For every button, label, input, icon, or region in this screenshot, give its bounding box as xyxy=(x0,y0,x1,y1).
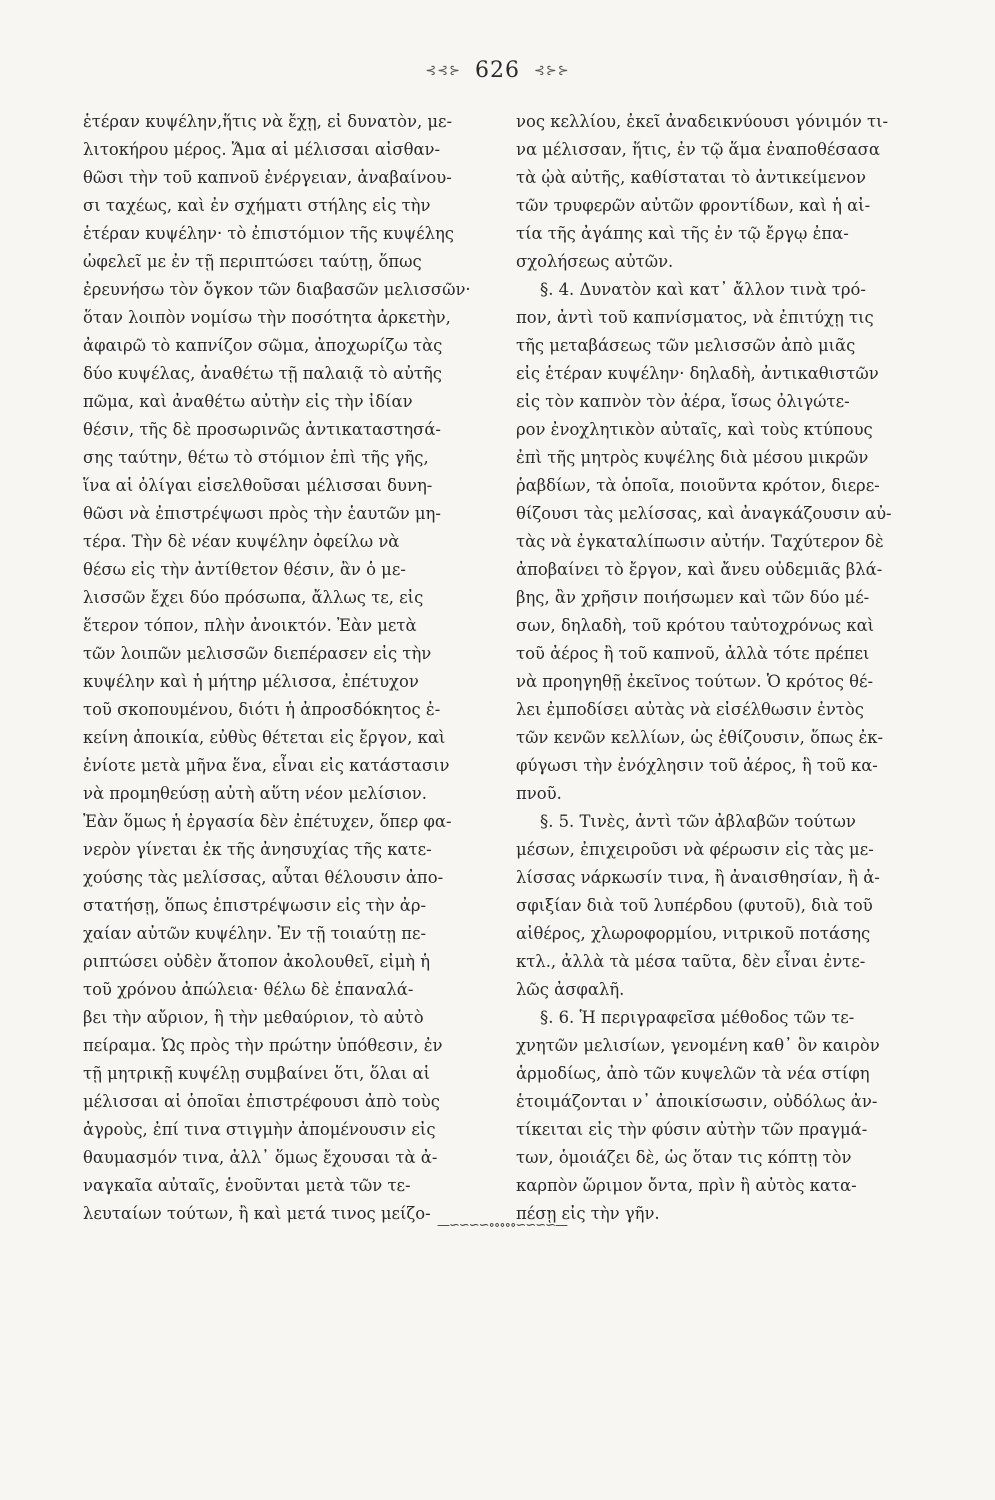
text-line: χούσης τὰς μελίσσας, αὗται θέλουσιν ἀπο- xyxy=(83,868,444,887)
text-line: θέσιν, τῆς δὲ προσωρινῶς ἀντικαταστησά- xyxy=(83,420,441,439)
text-line: ριπτώσει οὐδὲν ἄτοπον ἀκολουθεῖ, εἰμὴ ἡ xyxy=(83,952,431,971)
text-line: στατήσῃ, ὅπως ἐπιστρέψωσιν εἰς τὴν ἀρ- xyxy=(83,896,427,915)
text-line: ἁρμοδίως, ἀπὸ τῶν κυψελῶν τὰ νέα στίφη xyxy=(516,1064,870,1083)
text-line: τὰς νὰ ἐγκαταλίπωσιν αὐτήν. Ταχύτερον δὲ xyxy=(516,532,884,551)
text-line: ὅταν λοιπὸν νομίσω τὴν ποσότητα ἀρκετὴν, xyxy=(83,308,451,327)
text-line: ἐρευνήσω τὸν ὄγκον τῶν διαβασῶν μελισσῶν· xyxy=(83,280,471,299)
text-line: τοῦ χρόνου ἀπώλεια· θέλω δὲ ἐπαναλά- xyxy=(83,980,414,999)
text-line: χνητῶν μελισίων, γενομένη καθ᾽ ὃν καιρὸν xyxy=(516,1036,880,1055)
text-line: λευταίων τούτων, ἢ καὶ μετά τινος μείζο- xyxy=(83,1204,431,1223)
text-line: τῶν λοιπῶν μελισσῶν διεπέρασεν εἰς τὴν xyxy=(83,644,432,663)
text-line: θέσω εἰς τὴν ἀντίθετον θέσιν, ἂν ὁ με- xyxy=(83,560,406,579)
text-line: τῆς μεταβάσεως τῶν μελισσῶν ἀπὸ μιᾶς xyxy=(516,336,856,355)
text-line: ὠφελεῖ με ἐν τῇ περιπτώσει ταύτῃ, ὅπως xyxy=(83,252,422,271)
text-line: ῥαβδίων, τὰ ὁποῖα, ποιοῦντα κρότον, διερε- xyxy=(516,476,880,495)
text-line: νὰ προηγηθῇ ἐκεῖνος τούτων. Ὁ κρότος θέ- xyxy=(516,672,874,691)
text-line: τοῦ σκοπουμένου, διότι ἡ ἀπροσδόκητος ἐ- xyxy=(83,700,441,719)
text-line: κείνη ἀποικία, εὐθὺς θέτεται εἰς ἔργον, καὶ xyxy=(83,728,446,747)
text-line: σης ταύτην, θέτω τὸ στόμιον ἐπὶ τῆς γῆς, xyxy=(83,448,429,467)
text-line: ἀγροὺς, ἐπί τινα στιγμὴν ἀπομένουσιν εἰς xyxy=(83,1120,436,1139)
text-line: σχολήσεως αὐτῶν. xyxy=(516,252,674,271)
text-line: αἰθέρος, χλωροφορμίου, νιτρικοῦ ποτάσης xyxy=(516,924,871,943)
text-line: ναγκαῖα αὐταῖς, ἑνοῦνται μετὰ τῶν τε- xyxy=(83,1176,411,1195)
text-line: πον, ἀντὶ τοῦ καπνίσματος, νὰ ἐπιτύχῃ τις xyxy=(516,308,874,327)
text-line: νερὸν γίνεται ἐκ τῆς ἀνησυχίας τῆς κατε- xyxy=(83,840,432,859)
text-line: θῶσι νὰ ἐπιστρέψωσι πρὸς τὴν ἑαυτῶν μη- xyxy=(83,504,441,523)
right-column xyxy=(516,108,926,1228)
text-line: να μέλισσαν, ἥτις, ἐν τῷ ἅμα ἐναποθέσασα xyxy=(516,140,880,159)
text-line: μέλισσαι αἱ ὁποῖαι ἐπιστρέφουσι ἀπὸ τοὺς xyxy=(83,1092,440,1111)
text-line: §. 4. Δυνατὸν καὶ κατ᾽ ἄλλον τινὰ τρό- xyxy=(540,280,866,299)
text-line: πέσῃ εἰς τὴν γῆν. xyxy=(516,1204,660,1223)
text-line: ἑτέραν κυψέλην,ἥτις νὰ ἔχῃ, εἰ δυνατὸν, με- xyxy=(83,112,453,131)
text-line: ἀφαιρῶ τὸ καπνίζον σῶμα, ἀποχωρίζω τὰς xyxy=(83,336,443,355)
text-line: καρπὸν ὥριμον ὄντα, πρὶν ἢ αὐτὸς κατα- xyxy=(516,1176,857,1195)
text-line: χαίαν αὐτῶν κυψέλην. Ἐν τῇ τοιαύτῃ πε- xyxy=(83,924,427,943)
text-line: νος κελλίου, ἐκεῖ ἀναδεικνύουσι γόνιμόν τι- xyxy=(516,112,889,131)
text-line: λει ἐμποδίσει αὐτὰς νὰ εἰσέλθωσιν ἐντὸς xyxy=(516,700,864,719)
text-line: ἐπὶ τῆς μητρὸς κυψέλης διὰ μέσου μικρῶν xyxy=(516,448,869,467)
text-line: ἑτέραν κυψέλην· τὸ ἐπιστόμιον τῆς κυψέλης xyxy=(83,224,454,243)
text-line: §. 5. Τινὲς, ἀντὶ τῶν ἀβλαβῶν τούτων xyxy=(540,812,856,831)
page-number: 626 xyxy=(475,58,520,83)
text-line: τέρα. Τὴν δὲ νέαν κυψέλην ὀφείλω νὰ xyxy=(83,532,400,551)
text-line: εἰς τὸν καπνὸν τὸν ἀέρα, ἴσως ὀλιγώτε- xyxy=(516,392,850,411)
text-line: ἐνίοτε μετὰ μῆνα ἕνα, εἶναι εἰς κατάστασιν xyxy=(83,756,450,775)
text-line: δύο κυψέλας, ἀναθέτω τῇ παλαιᾷ τὸ αὐτῆς xyxy=(83,364,442,383)
text-line: ἕτερον τόπον, πλὴν ἀνοικτόν. Ἐὰν μετὰ xyxy=(83,616,417,635)
text-line: εἰς ἑτέραν κυψέλην· δηλαδὴ, ἀντικαθιστῶν xyxy=(516,364,879,383)
text-line: κτλ., ἀλλὰ τὰ μέσα ταῦτα, δὲν εἶναι ἐντε- xyxy=(516,952,866,971)
text-line: τῶν κενῶν κελλίων, ὡς ἐθίζουσιν, ὅπως ἐκ- xyxy=(516,728,884,747)
text-line: σι ταχέως, καὶ ἐν σχήματι στήλης εἰς τὴν xyxy=(83,196,431,215)
text-line: τίκειται εἰς τὴν φύσιν αὐτὴν τῶν πραγμά- xyxy=(516,1120,868,1139)
text-line: θῶσι τὴν τοῦ καπνοῦ ἐνέργειαν, ἀναβαίνου- xyxy=(83,168,452,187)
text-line: βει τὴν αὔριον, ἢ τὴν μεθαύριον, τὸ αὐτὸ xyxy=(83,1008,424,1027)
text-line: ἑτοιμάζονται ν᾽ ἀποικίσωσιν, οὐδόλως ἀν- xyxy=(516,1092,878,1111)
text-line: των, ὁμοιάζει δὲ, ὡς ὅταν τις κόπτῃ τὸν xyxy=(516,1148,852,1167)
text-line: τία τῆς ἀγάπης καὶ τῆς ἐν τῷ ἔργῳ ἐπα- xyxy=(516,224,849,243)
text-line: σων, δηλαδὴ, τοῦ κρότου ταὐτοχρόνως καὶ xyxy=(516,616,875,635)
left-column xyxy=(83,108,488,1228)
text-line: νὰ προμηθεύσῃ αὐτὴ αὕτη νέον μελίσιον. xyxy=(83,784,427,803)
header-ornament-right: ⊰⊱⊱ xyxy=(534,63,570,79)
page-header xyxy=(0,58,995,83)
text-line: λίσσας νάρκωσίν τινα, ἢ ἀναισθησίαν, ἢ ἀ- xyxy=(516,868,880,887)
text-line: θίζουσι τὰς μελίσσας, καὶ ἀναγκάζουσιν αὐ- xyxy=(516,504,892,523)
text-line: τὰ ᾠὰ αὐτῆς, καθίσταται τὸ ἀντικείμενον xyxy=(516,168,866,187)
text-line: μέσων, ἐπιχειροῦσι νὰ φέρωσιν εἰς τὰς με- xyxy=(516,840,874,859)
text-line: φύγωσι τὴν ἐνόχλησιν τοῦ ἀέρος, ἢ τοῦ κα- xyxy=(516,756,878,775)
text-line: βης, ἂν χρῆσιν ποιήσωμεν καὶ τῶν δύο μέ- xyxy=(516,588,870,607)
text-line: κυψέλην καὶ ἡ μήτηρ μέλισσα, ἐπέτυχον xyxy=(83,672,419,691)
text-line: ἀποβαίνει τὸ ἔργον, καὶ ἄνευ οὐδεμιᾶς βλά- xyxy=(516,560,883,579)
text-line: λισσῶν ἔχει δύο πρόσωπα, ἄλλως τε, εἰς xyxy=(83,588,424,607)
text-line: πνοῦ. xyxy=(516,784,562,803)
end-separator: —∽∽∽∽∘∘∘∘∘∽∽∽∽— xyxy=(436,1218,567,1233)
text-line: ρον ἐνοχλητικὸν αὐταῖς, καὶ τοὺς κτύπους xyxy=(516,420,873,439)
text-line: σφιξίαν διὰ τοῦ λυπέρδου (φυτοῦ), διὰ τοῦ xyxy=(516,896,873,915)
text-line: τῶν τρυφερῶν αὐτῶν φροντίδων, καὶ ἡ αἰ- xyxy=(516,196,871,215)
text-line: Ἐὰν ὅμως ἡ ἐργασία δὲν ἐπέτυχεν, ὅπερ φα- xyxy=(83,812,452,831)
text-line: λιτοκήρου μέρος. Ἅμα αἱ μέλισσαι αἰσθαν- xyxy=(83,140,441,159)
header-ornament-left: ⊰⊰⊱ xyxy=(425,63,461,79)
text-line: πῶμα, καὶ ἀναθέτω αὐτὴν εἰς τὴν ἰδίαν xyxy=(83,392,413,411)
text-line: λῶς ἀσφαλῆ. xyxy=(516,980,625,999)
text-line: §. 6. Ἡ περιγραφεῖσα μέθοδος τῶν τε- xyxy=(540,1008,855,1027)
text-line: θαυμασμόν τινα, ἀλλ᾽ ὅμως ἔχουσαι τὰ ἀ- xyxy=(83,1148,438,1167)
text-line: τῇ μητρικῇ κυψέλῃ συμβαίνει ὅτι, ὅλαι αἱ xyxy=(83,1064,431,1083)
text-line: τοῦ ἀέρος ἢ τοῦ καπνοῦ, ἀλλὰ τότε πρέπει xyxy=(516,644,870,663)
text-line: πείραμα. Ὡς πρὸς τὴν πρώτην ὑπόθεσιν, ἐν xyxy=(83,1036,443,1055)
text-line: ἵνα αἱ ὀλίγαι εἰσελθοῦσαι μέλισσαι δυνη- xyxy=(83,476,433,495)
